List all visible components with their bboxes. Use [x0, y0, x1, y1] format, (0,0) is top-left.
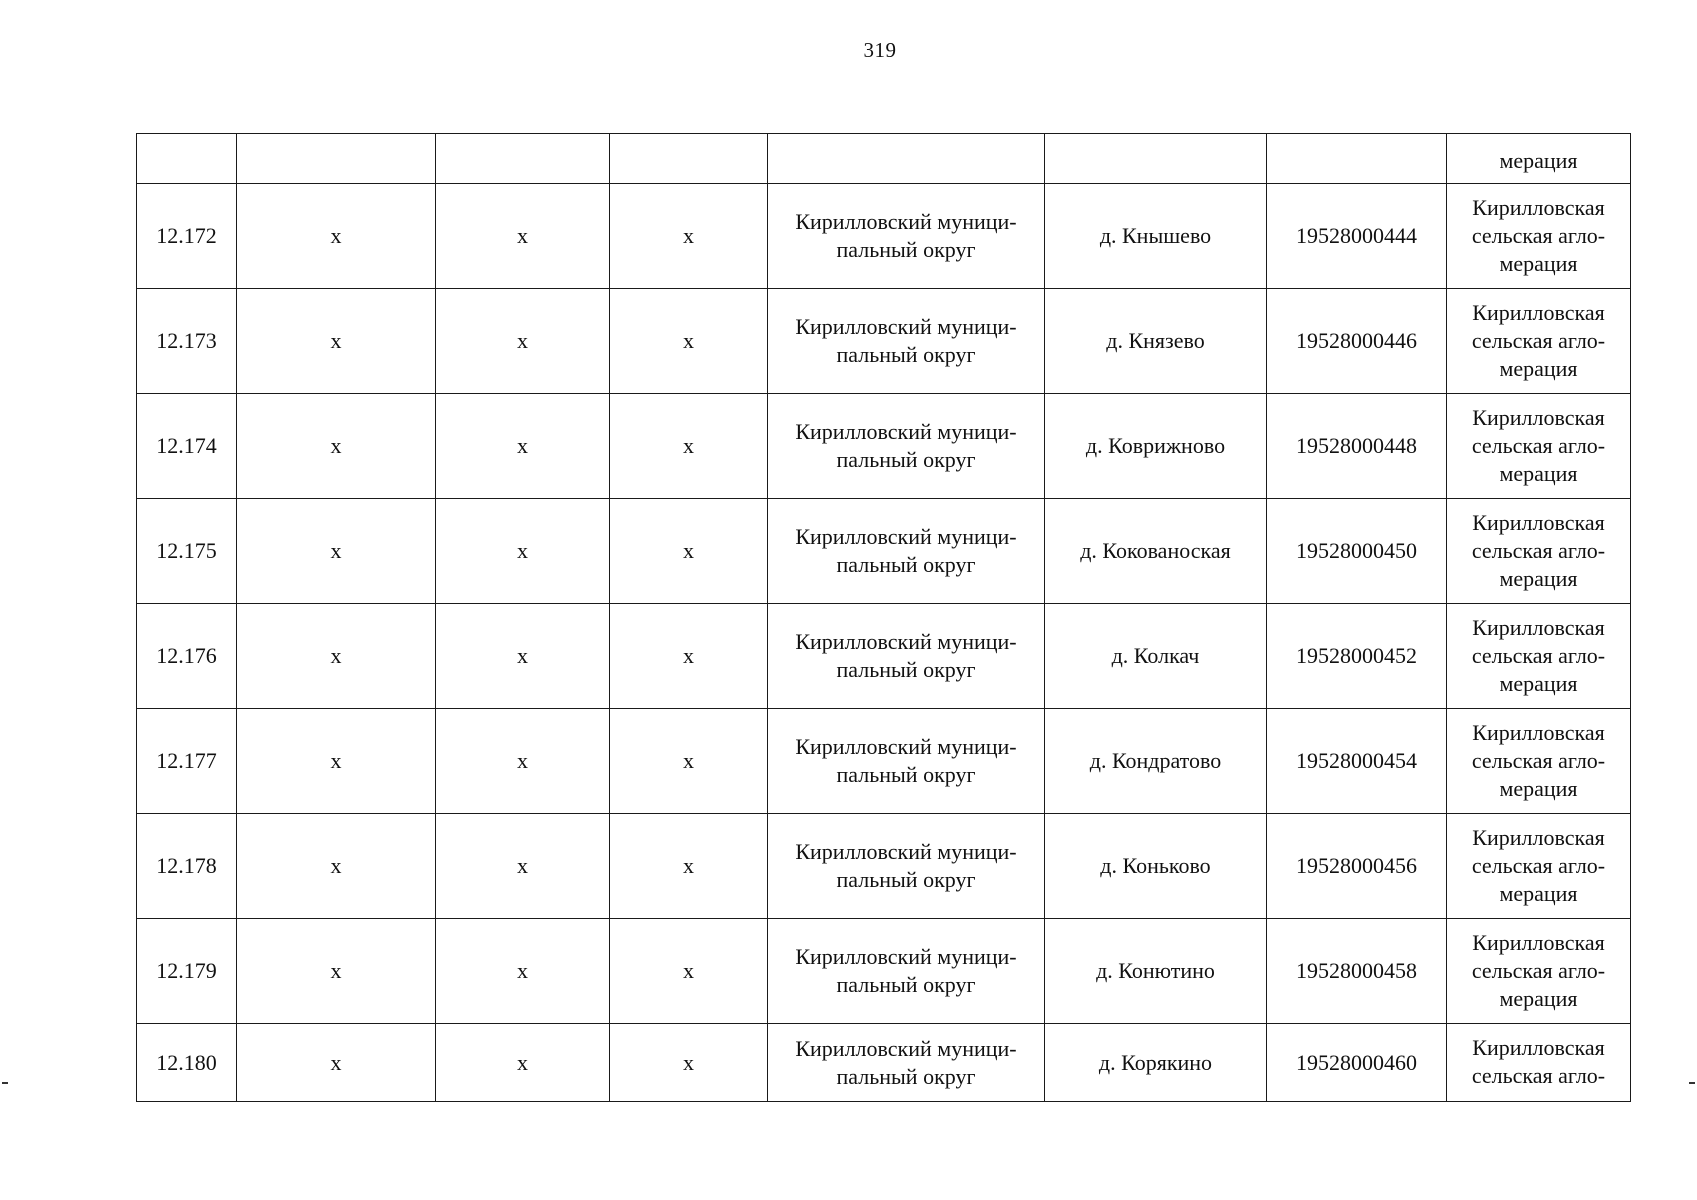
- settlement-cell: д. Коврижново: [1045, 394, 1267, 499]
- oktmo-code-cell: 19528000446: [1267, 289, 1447, 394]
- district-cell-line: Кирилловский муници-: [795, 1035, 1017, 1061]
- agglomeration-cell-line: мерация: [1499, 461, 1578, 486]
- table-row: [137, 394, 1631, 499]
- district-cell-line: пальный округ: [836, 342, 976, 367]
- agglomeration-cell: мерация: [1447, 134, 1631, 184]
- agglomeration-cell-line: Кирилловская: [1472, 195, 1605, 220]
- district-cell-line: Кирилловский муници-: [795, 419, 1017, 444]
- cell-x: x: [436, 814, 610, 919]
- oktmo-code-cell: 19528000456: [1267, 814, 1447, 919]
- agglomeration-cell: [1447, 919, 1631, 1024]
- cell-x: x: [237, 709, 436, 814]
- settlement-cell: д. Кокованоская: [1045, 499, 1267, 604]
- agglomeration-cell: [1447, 394, 1631, 499]
- cell-empty: [237, 134, 436, 184]
- table-body: [137, 134, 1631, 1102]
- cell-x: x: [237, 394, 436, 499]
- row-number: 12.173: [137, 289, 237, 394]
- cell-x: x: [237, 499, 436, 604]
- cell-empty: [610, 134, 768, 184]
- district-cell-line: пальный округ: [836, 237, 976, 262]
- cell-x: x: [610, 184, 768, 289]
- agglomeration-cell-line: мерация: [1499, 566, 1578, 591]
- row-number: 12.172: [137, 184, 237, 289]
- cell-x: x: [436, 499, 610, 604]
- district-cell: [768, 1024, 1045, 1102]
- cell-x: x: [436, 709, 610, 814]
- agglomeration-cell-line: сельская агло-: [1471, 853, 1606, 878]
- agglomeration-cell-line: Кирилловская: [1472, 720, 1605, 745]
- agglomeration-cell-line: Кирилловская: [1472, 930, 1605, 955]
- cell-x: x: [237, 1024, 436, 1102]
- cell-x: x: [237, 289, 436, 394]
- district-cell-line: Кирилловский муници-: [795, 209, 1017, 234]
- agglomeration-cell: [1447, 499, 1631, 604]
- district-cell: [768, 919, 1045, 1024]
- row-number: 12.178: [137, 814, 237, 919]
- table-row: [137, 184, 1631, 289]
- district-cell: [768, 394, 1045, 499]
- district-cell-line: пальный округ: [836, 762, 976, 787]
- district-cell-line: пальный округ: [836, 867, 976, 892]
- cell-x: x: [610, 499, 768, 604]
- agglomeration-cell: [1447, 289, 1631, 394]
- scan-edge-mark-right: [1689, 1082, 1695, 1084]
- agglomeration-cell-line: мерация: [1499, 986, 1578, 1011]
- agglomeration-cell: [1447, 814, 1631, 919]
- agglomeration-cell-line: мерация: [1499, 356, 1578, 381]
- cell-x: x: [610, 709, 768, 814]
- agglomeration-cell-line: сельская агло-: [1471, 433, 1606, 458]
- cell-empty: [436, 134, 610, 184]
- agglomeration-cell-line: Кирилловская: [1472, 825, 1605, 850]
- table-row: [137, 1024, 1631, 1102]
- agglomeration-cell: [1447, 604, 1631, 709]
- cell-x: x: [436, 604, 610, 709]
- agglomeration-cell-line: Кирилловская: [1472, 1035, 1605, 1060]
- cell-x: x: [610, 394, 768, 499]
- district-cell: [768, 499, 1045, 604]
- cell-x: x: [610, 289, 768, 394]
- agglomeration-cell-line: сельская агло-: [1471, 748, 1606, 773]
- agglomeration-cell-line: Кирилловская: [1472, 510, 1605, 535]
- agglomeration-cell-line: сельская агло-: [1471, 1063, 1606, 1088]
- district-cell: [768, 709, 1045, 814]
- cell-x: x: [237, 184, 436, 289]
- agglomeration-cell: [1447, 184, 1631, 289]
- cell-empty: [1045, 134, 1267, 184]
- district-cell: [768, 604, 1045, 709]
- district-cell-line: пальный округ: [836, 657, 976, 682]
- cell-x: x: [436, 1024, 610, 1102]
- cell-x: x: [610, 1024, 768, 1102]
- cell-x: x: [436, 919, 610, 1024]
- agglomeration-cell-line: сельская агло-: [1471, 643, 1606, 668]
- cell-x: x: [610, 604, 768, 709]
- cell-x: x: [237, 919, 436, 1024]
- district-cell-line: пальный округ: [836, 972, 976, 997]
- district-cell-line: Кирилловский муници-: [795, 629, 1017, 654]
- oktmo-code-cell: 19528000460: [1267, 1024, 1447, 1102]
- district-cell: [768, 184, 1045, 289]
- settlement-cell: д. Князево: [1045, 289, 1267, 394]
- settlement-cell: д. Колкач: [1045, 604, 1267, 709]
- cell-x: x: [610, 919, 768, 1024]
- agglomeration-cell-line: Кирилловская: [1472, 615, 1605, 640]
- settlement-cell: д. Коньково: [1045, 814, 1267, 919]
- district-cell-line: Кирилловский муници-: [795, 314, 1017, 339]
- agglomeration-cell-line: сельская агло-: [1471, 538, 1606, 563]
- agglomeration-cell-line: мерация: [1499, 671, 1578, 696]
- row-number: 12.175: [137, 499, 237, 604]
- district-cell-line: Кирилловский муници-: [795, 734, 1017, 759]
- table-row: [137, 289, 1631, 394]
- row-number: 12.179: [137, 919, 237, 1024]
- district-cell: [768, 289, 1045, 394]
- cell-x: x: [436, 184, 610, 289]
- agglomeration-cell-line: Кирилловская: [1472, 405, 1605, 430]
- settlements-table: [136, 133, 1631, 1102]
- table-row: [137, 604, 1631, 709]
- agglomeration-cell-line: сельская агло-: [1471, 223, 1606, 248]
- agglomeration-cell: [1447, 1024, 1631, 1102]
- agglomeration-cell-line: сельская агло-: [1471, 328, 1606, 353]
- district-cell-line: пальный округ: [836, 552, 976, 577]
- cell-empty: [1267, 134, 1447, 184]
- table-row: [137, 709, 1631, 814]
- settlement-cell: д. Корякино: [1045, 1024, 1267, 1102]
- table-row: [137, 814, 1631, 919]
- district-cell-line: Кирилловский муници-: [795, 944, 1017, 969]
- settlement-cell: д. Кондратово: [1045, 709, 1267, 814]
- district-cell-line: пальный округ: [836, 1063, 976, 1089]
- oktmo-code-cell: 19528000448: [1267, 394, 1447, 499]
- oktmo-code-cell: 19528000444: [1267, 184, 1447, 289]
- settlement-cell: д. Конютино: [1045, 919, 1267, 1024]
- district-cell-line: Кирилловский муници-: [795, 524, 1017, 549]
- district-cell-line: Кирилловский муници-: [795, 839, 1017, 864]
- table-row: [137, 499, 1631, 604]
- row-number: 12.176: [137, 604, 237, 709]
- settlement-cell: д. Кнышево: [1045, 184, 1267, 289]
- cell-x: x: [436, 394, 610, 499]
- cell-x: x: [436, 289, 610, 394]
- row-number: 12.174: [137, 394, 237, 499]
- row-number: 12.180: [137, 1024, 237, 1102]
- district-cell: [768, 814, 1045, 919]
- table-row: [137, 919, 1631, 1024]
- page-number: 319: [863, 38, 897, 62]
- cell-x: x: [237, 604, 436, 709]
- oktmo-code-cell: 19528000452: [1267, 604, 1447, 709]
- scan-edge-mark-left: [2, 1082, 8, 1084]
- cell-empty: [768, 134, 1045, 184]
- agglomeration-cell-line: Кирилловская: [1472, 300, 1605, 325]
- oktmo-code-cell: 19528000458: [1267, 919, 1447, 1024]
- oktmo-code-cell: 19528000450: [1267, 499, 1447, 604]
- agglomeration-cell: [1447, 709, 1631, 814]
- cell-empty: [137, 134, 237, 184]
- oktmo-code-cell: 19528000454: [1267, 709, 1447, 814]
- row-number: 12.177: [137, 709, 237, 814]
- cell-x: x: [237, 814, 436, 919]
- agglomeration-cell-line: мерация: [1499, 776, 1578, 801]
- agglomeration-cell-line: мерация: [1499, 251, 1578, 276]
- agglomeration-cell-line: мерация: [1499, 881, 1578, 906]
- continuation-row: [137, 134, 1631, 184]
- district-cell-line: пальный округ: [836, 447, 976, 472]
- cell-x: x: [610, 814, 768, 919]
- agglomeration-cell-line: сельская агло-: [1471, 958, 1606, 983]
